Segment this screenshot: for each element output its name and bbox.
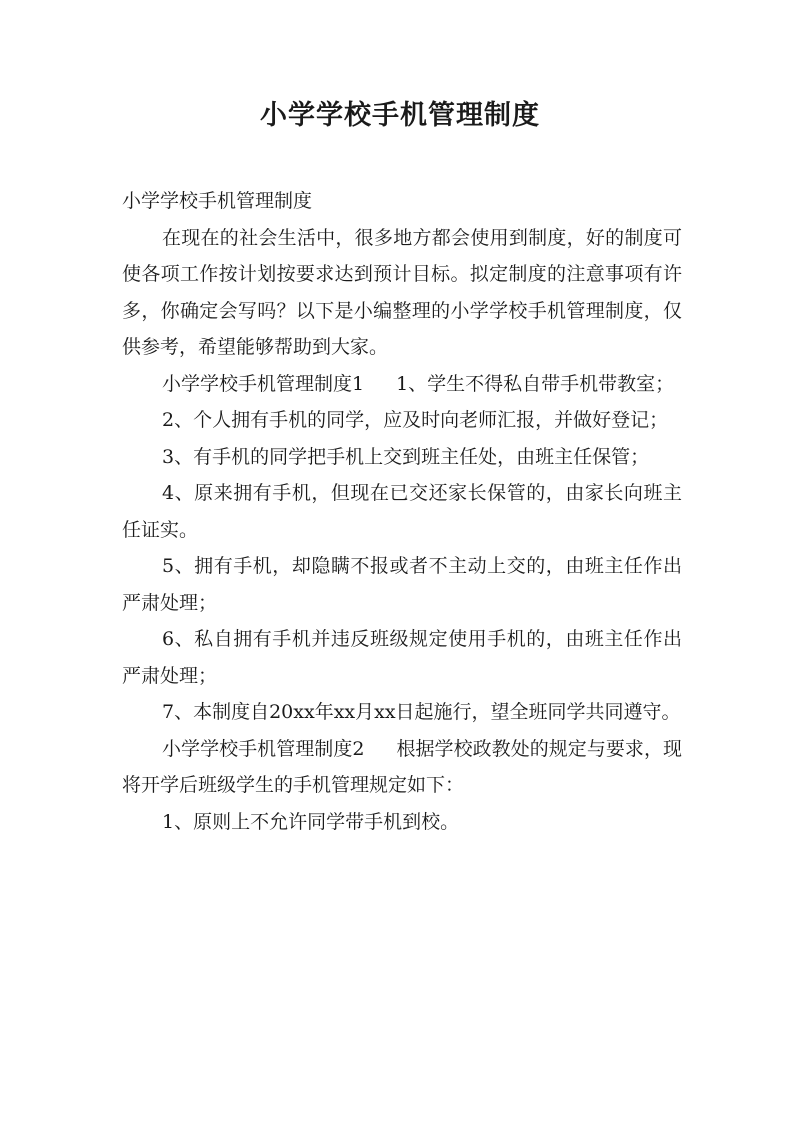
document-body [122, 183, 682, 840]
paragraph-section-2-rule-1: 1、原则上不允许同学带手机到校。 [162, 810, 460, 833]
paragraph-rule-6: 6、私自拥有手机并违反班级规定使用手机的，由班主任作出严肃处理； [122, 628, 682, 687]
paragraph-rule-7: 7、本制度自20xx年xx月xx日起施行，望全班同学共同遵守。 [162, 701, 681, 723]
paragraph-rule-3: 3、有手机的同学把手机上交到班主任处，由班主任保管； [162, 445, 650, 468]
paragraph-subtitle: 小学学校手机管理制度 [122, 190, 313, 212]
section-heading-2: 小学学校手机管理制度2 [162, 737, 365, 760]
rule-text: 1、学生不得私自带手机带教室； [396, 372, 675, 395]
paragraph-section-1-rule-1 [122, 366, 682, 403]
document-title: 小学学校手机管理制度 [260, 100, 540, 131]
section-heading-1: 小学学校手机管理制度1 [162, 372, 365, 395]
section-2-text: 根据学校政教处的规定与要求，现将开学后班级学生的手机管理规定如下： [122, 737, 682, 796]
paragraph-section-2-intro [122, 731, 682, 804]
paragraph-intro: 在现在的社会生活中，很多地方都会使用到制度，好的制度可使各项工作按计划按要求达到预计目标。拟定制度的注意事项有许多，你确定会写吗？以下是小编整理的小学学校手机管理制度，仅供参考，希望能够帮助到大家。 [122, 226, 682, 358]
paragraph-rule-4: 4、原来拥有手机，但现在已交还家长保管的，由家长向班主任证实。 [122, 482, 682, 541]
paragraph-rule-5: 5、拥有手机，却隐瞒不报或者不主动上交的，由班主任作出严肃处理； [122, 555, 682, 614]
paragraph-rule-2: 2、个人拥有手机的同学，应及时向老师汇报，并做好登记； [162, 409, 669, 431]
